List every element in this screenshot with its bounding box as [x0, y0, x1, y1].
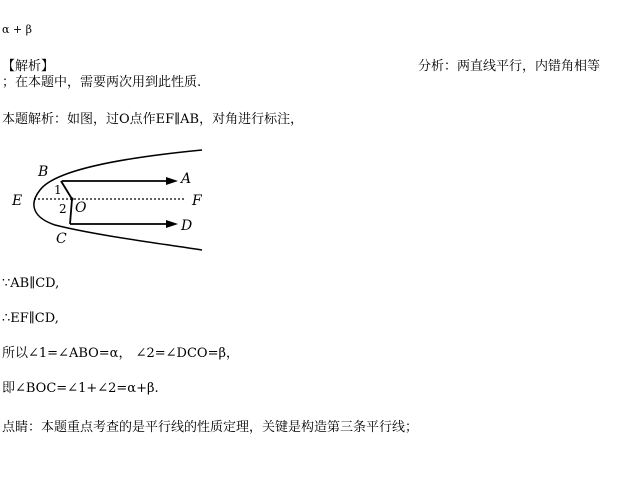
- analysis-continued: ；在本题中，需要两次用到此性质.: [2, 75, 202, 90]
- solution-intro: 本题解析：如图，过O点作EF∥AB，对角进行标注，: [2, 112, 304, 127]
- step-4: 即∠BOC=∠1+∠2=α+β.: [2, 381, 159, 396]
- answer-line: α + β: [2, 23, 32, 36]
- step-1: ∵AB∥CD,: [2, 276, 60, 291]
- label-o: O: [75, 200, 87, 216]
- label-e: E: [12, 193, 23, 209]
- label-a: A: [181, 171, 192, 187]
- label-c: C: [56, 231, 67, 247]
- analysis-text: 分析：两直线平行，内错角相等: [418, 59, 601, 74]
- comment: 点睛：本题重点考查的是平行线的性质定理，关键是构造第三条平行线；: [2, 420, 419, 435]
- point-o: [70, 197, 73, 200]
- step-3: 所以∠1=∠ABO=α， ∠2=∠DCO=β，: [2, 346, 239, 361]
- segment-oc: [70, 199, 72, 224]
- label-angle-1: 1: [54, 183, 62, 197]
- analysis-tag: 【解析】: [2, 59, 55, 74]
- label-b: B: [38, 164, 49, 180]
- arrow-a: [166, 177, 178, 185]
- step-2: ∴EF∥CD,: [2, 311, 59, 326]
- segment-bo: [61, 181, 72, 199]
- label-f: F: [192, 193, 202, 209]
- label-angle-2: 2: [59, 202, 67, 216]
- label-d: D: [181, 218, 193, 234]
- arrow-d: [166, 220, 178, 228]
